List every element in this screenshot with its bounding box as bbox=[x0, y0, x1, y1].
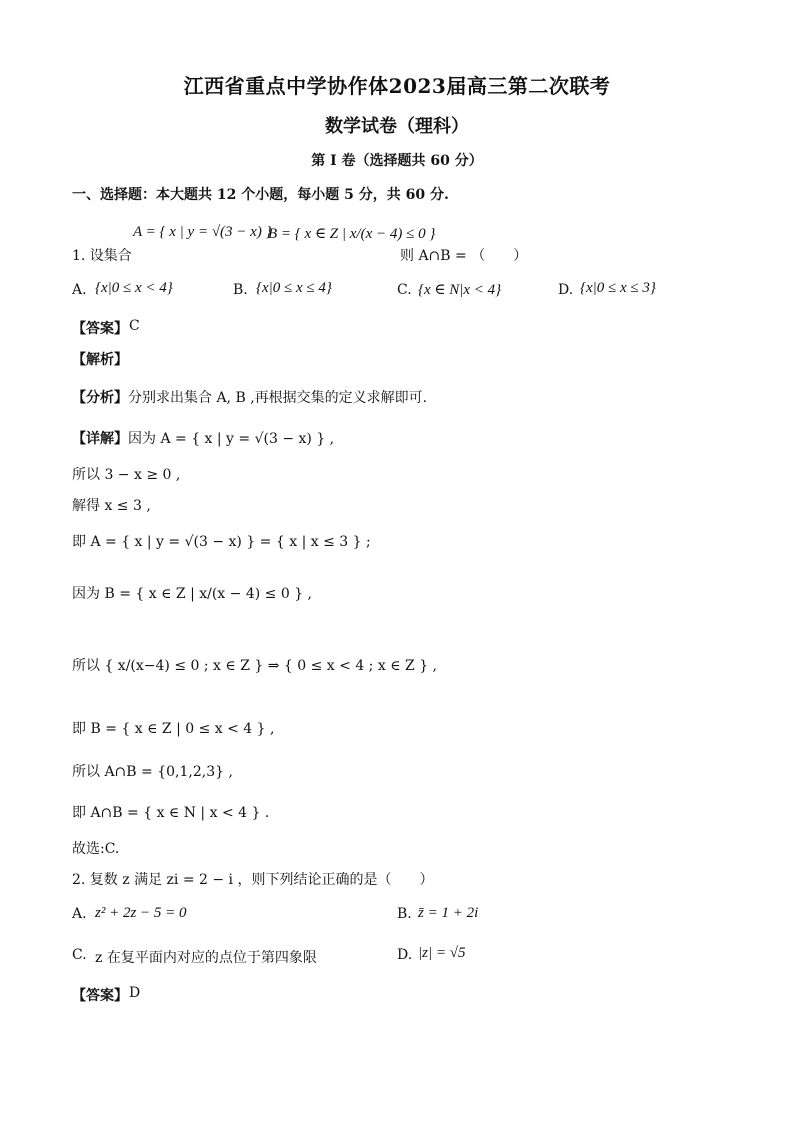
q2-option-d-label: D. bbox=[397, 947, 413, 963]
q1-solution-line-1: 因为 A = { x | y = √(3 − x) } , bbox=[128, 431, 335, 447]
q1-set-a-formula: A = { x | y = √(3 − x) } bbox=[133, 224, 272, 240]
q1-solution-line-8: 所以 A∩B = {0,1,2,3} , bbox=[72, 764, 233, 780]
q1-solution-line-10: 故选:C. bbox=[72, 841, 120, 857]
q1-solution-line-6: 所以 { x/(x−4) ≤ 0 ; x ∈ Z } ⇒ { 0 ≤ x < 4 ; x ∈ Z } , bbox=[72, 658, 437, 674]
q2-option-c-label: C. bbox=[72, 947, 87, 963]
q1-answer-tag: 【答案】 bbox=[72, 321, 128, 337]
q1-option-c-label: C. bbox=[397, 282, 412, 298]
q1-solution-line-2: 所以 3 − x ≥ 0 , bbox=[72, 467, 181, 483]
q2-answer-tag: 【答案】 bbox=[72, 988, 128, 1004]
q2-option-b-label: B. bbox=[397, 906, 412, 922]
q1-answer: C bbox=[129, 318, 140, 334]
q1-set-b-formula: B = { x ∈ Z | x/(x − 4) ≤ 0 } bbox=[268, 226, 436, 242]
document-title: 江西省重点中学协作体2023届高三第二次联考 bbox=[183, 74, 611, 98]
q1-analysis-tag: 【解析】 bbox=[72, 352, 128, 368]
q1-solution-line-3: 解得 x ≤ 3 , bbox=[72, 498, 151, 514]
q1-option-c: {x ∈ N|x < 4} bbox=[418, 282, 502, 298]
q1-option-d: {x|0 ≤ x ≤ 3} bbox=[580, 280, 656, 296]
q1-xiangjie-tag: 【详解】 bbox=[72, 431, 128, 447]
q2-answer: D bbox=[129, 985, 141, 1001]
q2-option-a-label: A. bbox=[72, 906, 87, 922]
q1-solution-line-9: 即 A∩B = { x ∈ N | x < 4 } . bbox=[72, 805, 270, 821]
q2-option-a: z² + 2z − 5 = 0 bbox=[95, 905, 187, 921]
q1-solution-line-7: 即 B = { x ∈ Z | 0 ≤ x < 4 } , bbox=[72, 721, 275, 737]
q1-option-b: {x|0 ≤ x ≤ 4} bbox=[256, 280, 332, 296]
q1-solution-line-5: 因为 B = { x ∈ Z | x/(x − 4) ≤ 0 } , bbox=[72, 586, 312, 602]
q2-option-c: z 在复平面内对应的点位于第四象限 bbox=[95, 950, 317, 966]
q2-option-b: z̄ = 1 + 2i bbox=[418, 905, 479, 921]
q1-fenxi-text: 分别求出集合 A, B ,再根据交集的定义求解即可. bbox=[128, 390, 428, 406]
section-heading: 第 I 卷（选择题共 60 分） bbox=[311, 153, 483, 169]
q1-option-b-label: B. bbox=[233, 282, 248, 298]
q2-stem: 2. 复数 z 满足 zi = 2 − i ，则下列结论正确的是（ ） bbox=[72, 872, 434, 888]
q2-option-d: |z| = √5 bbox=[418, 945, 466, 961]
document-subtitle: 数学试卷（理科） bbox=[325, 116, 469, 137]
q1-option-a: {x|0 ≤ x < 4} bbox=[95, 280, 173, 296]
q1-option-d-label: D. bbox=[558, 282, 574, 298]
q1-solution-line-4: 即 A = { x | y = √(3 − x) } = { x | x ≤ 3 } ; bbox=[72, 534, 371, 550]
q1-fenxi-tag: 【分析】 bbox=[72, 390, 128, 406]
q1-stem-tail: 则 A∩B = （ ） bbox=[400, 248, 528, 264]
q1-option-a-label: A. bbox=[72, 282, 87, 298]
q1-number: 1. 设集合 bbox=[72, 248, 132, 264]
part-heading: 一、选择题：本大题共 12 个小题，每小题 5 分，共 60 分. bbox=[72, 187, 449, 203]
